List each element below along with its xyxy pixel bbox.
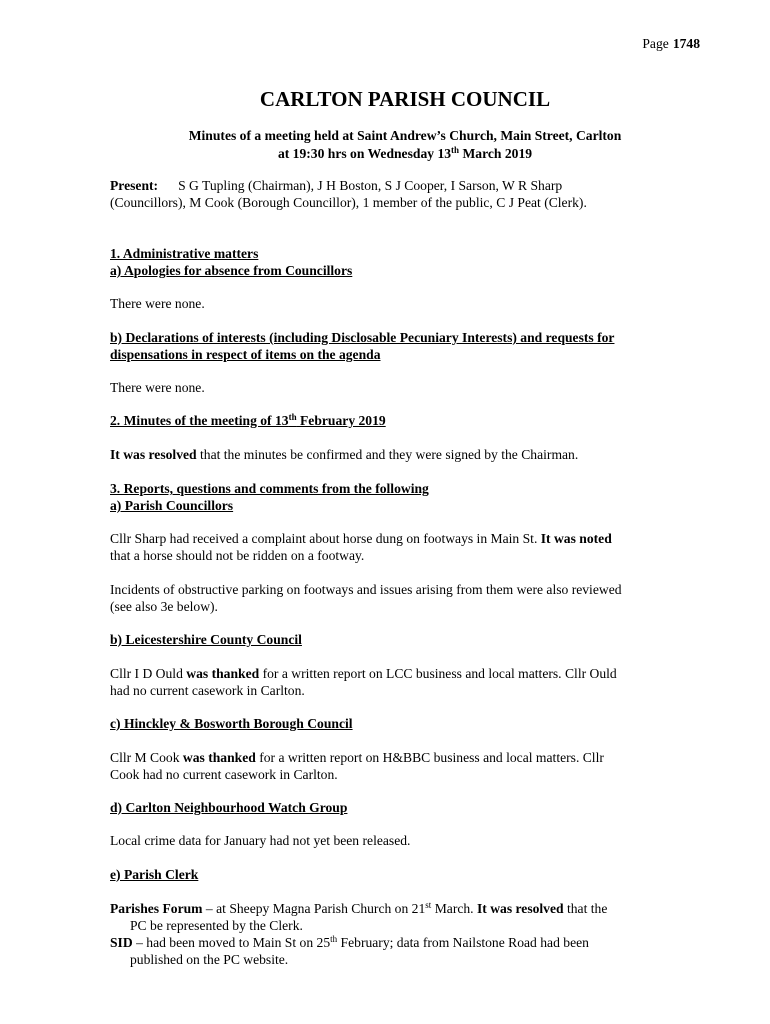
page-number-value: 1748 xyxy=(672,36,700,51)
section-1a-text: There were none. xyxy=(110,296,205,311)
section-1b-text: There were none. xyxy=(110,380,205,395)
section-3b-paragraph: Cllr I D Ould was thanked for a written report on LCC business and local matters. Cllr Ould had no current casework in Carlton. xyxy=(110,666,617,698)
section-1b-heading-line-1: b) Declarations of interests (including Disclosable Pecuniary Interests) and requests for xyxy=(110,330,615,345)
section-2-heading: 2. Minutes of the meeting of 13th February 2019 xyxy=(110,412,386,428)
page-number-label: Page xyxy=(642,36,669,51)
section-3d-heading: d) Carlton Neighbourhood Watch Group xyxy=(110,800,348,815)
section-3a-paragraph-1: Cllr Sharp had received a complaint about horse dung on footways in Main St. It was noted that a horse should not be ridden on a footway. xyxy=(110,531,612,563)
section-3e-heading: e) Parish Clerk xyxy=(110,867,199,882)
section-1b-heading-line-2: dispensations in respect of items on the agenda xyxy=(110,347,381,362)
section-1-heading: 1. Administrative matters xyxy=(110,246,259,261)
section-3-heading: 3. Reports, questions and comments from the following xyxy=(110,481,429,496)
section-1a-heading: a) Apologies for absence from Councillors xyxy=(110,263,353,278)
section-2-text: It was resolved that the minutes be confirmed and they were signed by the Chairman. xyxy=(110,447,579,462)
section-3b-heading: b) Leicestershire County Council xyxy=(110,632,302,647)
meeting-subtitle xyxy=(110,127,700,163)
parishes-forum-item: Parishes Forum – at Sheepy Magna Parish Church on 21st March. It was resolved that the PC be represented by the Clerk. xyxy=(110,900,608,933)
present-label: Present: xyxy=(110,178,159,193)
present-paragraph xyxy=(110,177,700,211)
subtitle-line-2: at 19:30 hrs on Wednesday 13th March 2019 xyxy=(277,145,533,161)
section-3a-paragraph-2: Incidents of obstructive parking on footways and issues arising from them were also reviewed (see also 3e below). xyxy=(110,582,622,614)
present-line-1: S G Tupling (Chairman), J H Boston, S J Cooper, I Sarson, W R Sharp xyxy=(178,178,563,193)
section-3c-heading: c) Hinckley & Bosworth Borough Council xyxy=(110,716,353,731)
document-title: CARLTON PARISH COUNCIL xyxy=(259,87,551,111)
page-number xyxy=(642,35,700,52)
subtitle-line-1: Minutes of a meeting held at Saint Andrew’s Church, Main Street, Carlton xyxy=(188,128,622,143)
section-3d-text: Local crime data for January had not yet been released. xyxy=(110,833,411,848)
sid-item: SID – had been moved to Main St on 25th February; data from Nailstone Road had been published on the PC website. xyxy=(110,934,589,967)
section-3a-heading: a) Parish Councillors xyxy=(110,498,234,513)
section-3c-paragraph: Cllr M Cook was thanked for a written report on H&BBC business and local matters. Cllr Cook had no current casework in Carlton. xyxy=(110,750,604,782)
present-line-2: (Councillors), M Cook (Borough Councillor), 1 member of the public, C J Peat (Clerk). xyxy=(110,195,587,210)
